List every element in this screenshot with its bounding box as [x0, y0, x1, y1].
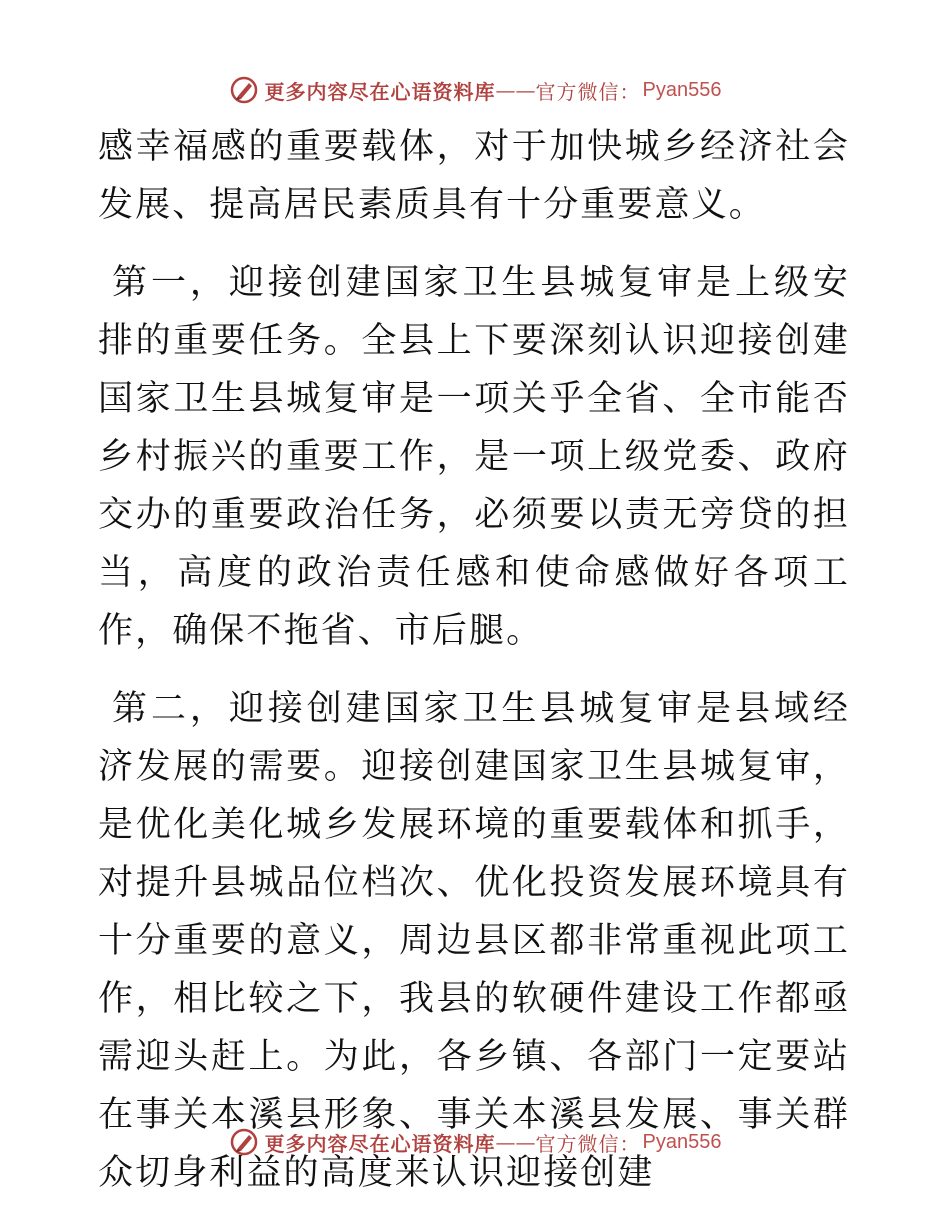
watermark-dash: —— [495, 1130, 536, 1154]
paragraph-first-point: 第一，迎接创建国家卫生县城复审是上级安排的重要任务。全县上下要深刻认识迎接创建国家卫生县城复审是一项关乎全省、全市能否乡村振兴的重要工作，是一项上级党委、政府交办的重要政治任务，必须要以责无旁贷的担当，高度的政治责任感和使命感做好各项工作，确保不拖省、市后腿。 [98, 263, 850, 651]
watermark-wechat-id: Pyan556 [642, 78, 722, 101]
watermark-brand: 更多内容尽在心语资料库 [264, 79, 496, 104]
pen-logo-icon [229, 1127, 259, 1157]
paragraph-continued: 感幸福感的重要载体，对于加快城乡经济社会发展、提高居民素质具有十分重要意义。 [98, 127, 850, 225]
watermark-wechat-label: 官方微信： [535, 1131, 641, 1156]
header-watermark [0, 70, 950, 110]
pen-logo-icon [229, 75, 259, 105]
watermark-brand: 更多内容尽在心语资料库 [264, 1131, 496, 1156]
watermark-wechat-label: 官方微信： [535, 79, 641, 104]
footer-watermark [0, 1122, 950, 1162]
watermark-wechat-id: Pyan556 [642, 1130, 722, 1153]
paragraph-second-point: 第二，迎接创建国家卫生县城复审是县域经济发展的需要。迎接创建国家卫生县城复审，是优化美化城乡发展环境的重要载体和抓手，对提升县城品位档次、优化投资发展环境具有十分重要的意义，周边县区都非常重视此项工作，相比较之下，我县的软硬件建设工作都亟需迎头赶上。为此，各乡镇、各部门一定要站在事关本溪县形象、事关本溪县发展、事关群众切身利益的高度来认识迎接创建 [98, 689, 850, 1193]
watermark-dash: —— [495, 78, 536, 102]
document-body [98, 118, 850, 1202]
